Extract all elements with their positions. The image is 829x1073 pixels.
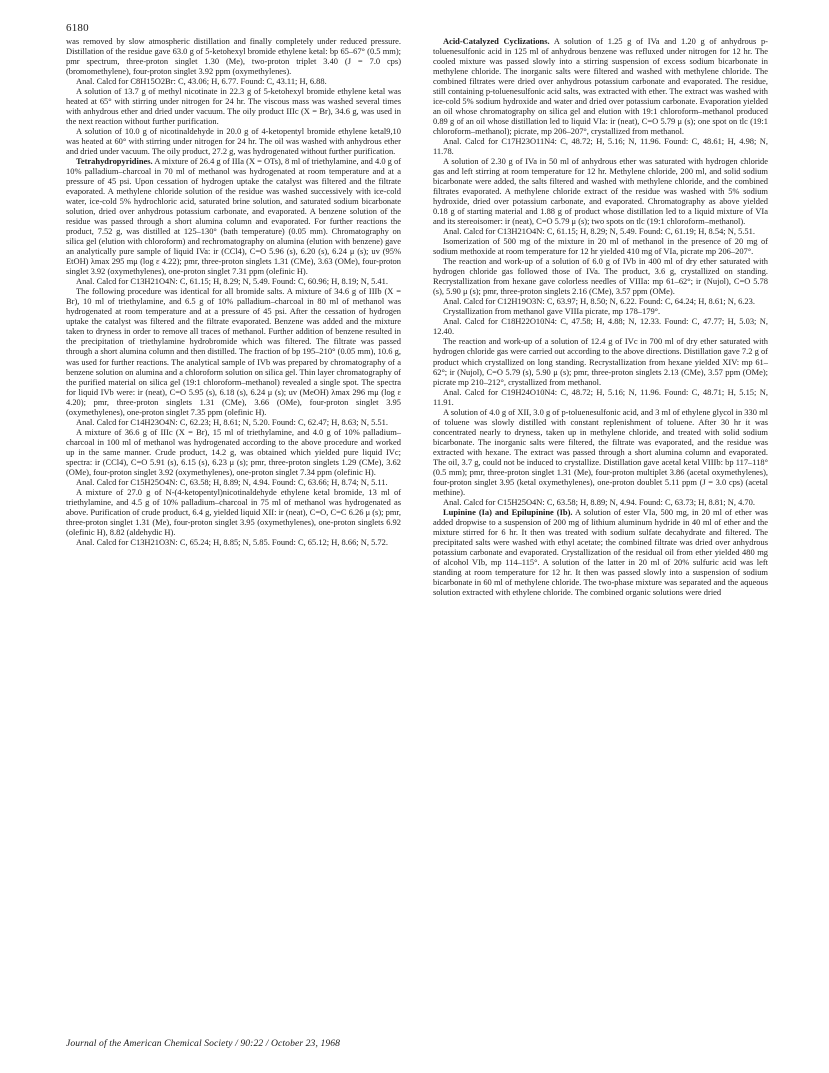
paragraph-text: Anal. Calcd for C12H19O3N: C, 63.97; H, 8.50; N, 6.22. Found: C, 64.24; H, 8.61; N, 6.23. — [443, 296, 755, 307]
paragraph — [433, 407, 768, 497]
paragraph — [433, 156, 768, 226]
paragraph-text: Anal. Calcd for C17H23O11N4: C, 48.72; H, 5.16; N, 11.96. Found: C, 48.61; H, 4.98; N, 11.78. — [433, 136, 768, 157]
paragraph-text: The reaction and work-up of a solution of 6.0 g of IVb in 400 ml of dry ether saturated with hydrogen chloride gas followed those of IVa. The product, 3.6 g, crystallized on standing. Recrystallization from hexane gave colorless needles of VIIIa: mp 61–62°; ir (Nujol), C=O 5.78 (s), 5.90 μ (s); pmr, three-proton singlets 2.16 (CMe), 3.57 ppm (OMe). — [433, 256, 768, 297]
paragraph-text: Anal. Calcd for C19H24O10N4: C, 48.72; H, 5.16; N, 11.96. Found: C, 48.71; H, 5.15; N, 11.91. — [433, 386, 768, 407]
journal-footer: Journal of the American Chemical Society / 90:22 / October 23, 1968 — [66, 1038, 341, 1049]
section-heading: Tetrahydropyridines. — [76, 156, 153, 167]
paragraph — [433, 306, 768, 316]
paragraph-text: Anal. Calcd for C13H21O3N: C, 65.24; H, 8.85; N, 5.85. Found: C, 65.12; H, 8.66; N, 5.72. — [76, 536, 388, 547]
paragraph-text: Anal. Calcd for C14H23O4N: C, 62.23; H, 8.61; N, 5.20. Found: C, 62.47; H, 8.63; N, 5.51. — [76, 416, 388, 427]
paragraph — [66, 86, 401, 126]
paragraph — [66, 276, 401, 286]
paragraph — [66, 76, 401, 86]
paragraph — [66, 156, 401, 276]
paragraph-text: Anal. Calcd for C8H15O2Br: C, 43.06; H, 6.77. Found: C, 43.11; H, 6.88. — [76, 76, 327, 87]
paragraph-text: Anal. Calcd for C13H21O4N: C, 61.15; H, 8.29; N, 5.49. Found: C, 60.96; H, 8.19; N, 5.41. — [76, 276, 388, 287]
paragraph-text: A mixture of 27.0 g of N-(4-ketopentyl)nicotinaldehyde ethylene ketal bromide, 13 ml of triethylamine, and 4.5 g of 10% palladium–charcoal in 75 ml of methanol was hydrogenated as above. Purification of crude product, 6.4 g, yielded liquid XII: ir (neat), C=O, C=C 6.26 μ (s); pmr, three-proton singlet 1.31 (Me), four-proton singlet 3.95 (oxymethylenes), one-proton singlets 6.92 (olefinic H), 8.82 (aldehydic H). — [66, 486, 401, 537]
paragraph — [66, 477, 401, 487]
paragraph-text: Crystallization from methanol gave VIIIa picrate, mp 178–179°. — [443, 306, 661, 317]
paragraph — [433, 336, 768, 386]
paragraph-text: A solution of 2.30 g of IVa in 50 ml of anhydrous ether was saturated with hydrogen chloride gas and left stirring at room temperature for 12 hr. Methylene chloride, 200 ml, and solid sodium bicarbonate were added, the salts filtered and washed with methylene chloride, and the combined filtrates evaporated. A methylene chloride extract of the residue was washed with 5% sodium hydroxide, dried over potassium carbonate, and evaporated. Chromatography as above yielded 0.18 g of starting material and 1.88 g of product whose distillation led to a liquid mixture of VIa and its stereoisomer: ir (neat), C=O 5.79 μ (s); two spots on tlc (19:1 chloroform–methanol). — [433, 156, 768, 227]
paragraph-text: The following procedure was identical for all bromide salts. A mixture of 34.6 g of IIIb (X = Br), 10 ml of triethylamine, and 6.5 g of 10% palladium–charcoal in 80 ml of methanol was hydrogenated at room temperature and at a pressure of 45 psi. After the cessation of hydrogen uptake the catalyst was filtered and the filtrate evaporated. Benzene was added and the mixture taken to dryness in order to remove all traces of methanol. Further addition of benzene resulted in the precipitation of triethylamine hydrobromide which was filtered. The filtrate was passed through a short alumina column and then distilled. The fraction of bp 195–210° (0.05 mm), 10.6 g, was used for further reactions. The analytical sample of IVb was prepared by chromatography of a benzene solution on alumina and a chloroform solution on silica gel. Thin layer chromatography of the purified material on silica gel (19:1 chloroform–methanol) revealed a single spot. The spectra for liquid IVb were: ir (neat), C=O 5.95 (s), 6.18 (s), 6.24 μ (s); uv (MeOH) λmax 296 mμ (log ε 4.20); pmr, three-proton singlets 1.31 (CMe), 3.66 (OMe), four-proton singlet 3.95 (oxymethylenes), one-proton singlet 7.35 ppm (olefinic H). — [66, 286, 401, 417]
paragraph — [66, 36, 401, 76]
page-number: 6180 — [66, 22, 89, 34]
paragraph-text: The reaction and work-up of a solution of 12.4 g of IVc in 700 ml of dry ether saturated with hydrogen chloride gas were carried out according to the above directions. Distillation gave 7.2 g of product which crystallized on long standing. Recrystallization from hexane yielded XIV: mp 61–62°; ir (Nujol), C=O 5.79 (s), 5.90 μ (s); pmr, three-proton singlets 2.13 (CMe), 3.57 ppm (OMe); picrate mp 210–212°, crystallized from methanol. — [433, 336, 768, 387]
paragraph-text: Anal. Calcd for C15H25O4N: C, 63.58; H, 8.89; N, 4.94. Found: C, 63.73; H, 8.81; N, 4.70. — [443, 496, 755, 507]
right-column — [433, 36, 768, 597]
paragraph — [433, 236, 768, 256]
paragraph-text: Anal. Calcd for C15H25O4N: C, 63.58; H, 8.89; N, 4.94. Found: C, 63.66; H, 8.74; N, 5.11. — [76, 476, 388, 487]
paragraph-text: A solution of 13.7 g of methyl nicotinate in 22.3 g of 5-ketohexyl bromide ethylene ketal was heated at 65° with stirring under nitrogen for 24 hr. The viscous mass was washed several times with anhydrous ether and dried under vacuum. The oily product IIIc (X = Br), 34.6 g, was used in the next reaction without further purification. — [66, 86, 401, 127]
paragraph — [433, 296, 768, 306]
paragraph-text: A mixture of 26.4 g of IIIa (X = OTs), 8 ml of triethylamine, and 4.0 g of 10% palladium–charcoal in 70 ml of methanol was hydrogenated at room temperature and at a pressure of 45 psi. Upon cessation of hydrogen uptake the catalyst was filtered and the filtrate evaporated. A methylene chloride solution of the residue was washed successively with ice-cold water, ice-cold 5% hydrochloric acid, saturated brine solution, and saturated sodium bicarbonate solution, dried over anhydrous potassium carbonate, and evaporated. A benzene solution of the residue was passed through a short alumina column and evaporated. For further reactions the product, 7.52 g, was distilled at 125–130° (bath temperature) (0.05 mm). Chromatography on silica gel (elution with chloroform) and rechromatography on alumina (elution with benzene) gave an analytically pure sample of liquid IVa: ir (CCl4), C=O 5.96 (s), 6.20 (s), 6.24 μ (s); uv (95% EtOH) λmax 295 mμ (log ε 4.22); pmr, three-proton singlets 1.31 (CMe), 3.63 (OMe), four-proton singlet 3.92 (oxymethylenes), one-proton singlet 7.31 ppm (olefinic H). — [66, 156, 402, 277]
paragraph — [66, 427, 401, 477]
paragraph — [433, 387, 768, 407]
paragraph — [433, 226, 768, 236]
left-column — [66, 36, 401, 547]
paragraph — [66, 126, 401, 156]
paragraph-text: Anal. Calcd for C13H21O4N: C, 61.15; H, 8.29; N, 5.49. Found: C, 61.19; H, 8.54; N, 5.51. — [443, 226, 755, 237]
paragraph — [433, 256, 768, 296]
paragraph-text: Isomerization of 500 mg of the mixture in 20 ml of methanol in the presence of 20 mg of sodium methoxide at room temperature for 12 hr yielded 410 mg of VIa, picrate mp 206–207°. — [433, 236, 768, 257]
paragraph — [66, 286, 401, 416]
paragraph — [433, 136, 768, 156]
paragraph-text: A solution of 4.0 g of XII, 3.0 g of p-toluenesulfonic acid, and 3 ml of ethylene glycol in 330 ml of toluene was slowly distilled with constant replenishment of toluene. After 30 hr it was concentrated nearly to dryness, taken up in methylene chloride, and treated with solid sodium bicarbonate. The inorganic salts were filtered, the filtrate was evaporated, and the residue was extracted with hexane. The extract was passed through a short alumina column and evaporated. The oil, 3.7 g, could not be induced to crystallize. Distillation gave acetal ketal VIIIb: bp 117–118° (0.5 mm); pmr, three-proton singlet 1.31 (Me), four-proton multiplet 3.86 (acetal oxymethylenes), four-proton singlet 3.95 (ketal oxymethylenes), one-proton doublet 5.11 ppm (J = 3.0 cps) (acetal methine). — [433, 406, 768, 497]
paragraph-text: A solution of 1.25 g of IVa and 1.20 g of anhydrous p-toluenesulfonic acid in 125 ml of anhydrous benzene was refluxed under nitrogen for 12 hr. The cooled mixture was passed slowly into a stirring suspension of excess sodium bicarbonate in methylene chloride. The inorganic salts were filtered and washed with methylene chloride. The combined filtrates were dried over anhydrous potassium carbonate and evaporated. The residue, still containing p-toluenesulfonic acid salts, was extracted with ether. The extract was washed with ice-cold 5% sodium hydroxide and water and dried over potassium carbonate. Evaporation yielded an oil whose chromatography on silica gel and elution with 19:1 chloroform–methanol produced 0.89 g of an oil whose distillation led to liquid VIa: ir (neat), C=O 5.79 μ (s); one spot on tlc (19:1 chloroform–methanol); picrate, mp 206–207°, crystallized from methanol. — [433, 36, 768, 137]
section-heading: Lupinine (Ia) and Epilupinine (Ib). — [443, 506, 573, 517]
paragraph-text: was removed by slow atmospheric distillation and finally completely under reduced pressure. Distillation of the residue gave 63.0 g of 5-ketohexyl bromide ethylene ketal: bp 65–67° (0.5 mm); pmr spectrum, three-proton singlet 1.30 (Me), two-proton triplet 3.40 (J = 7.0 cps) (bromomethylene), four-proton singlet 3.92 ppm (oxymethylenes). — [66, 36, 401, 77]
section-heading: Acid-Catalyzed Cyclizations. — [443, 36, 550, 46]
paragraph — [66, 417, 401, 427]
paragraph — [433, 497, 768, 507]
paragraph — [433, 36, 768, 136]
paragraph-text: A solution of ester VIa, 500 mg, in 20 ml of ether was added dropwise to a suspension of 200 mg of lithium aluminum hydride in 40 ml of ether and the mixture stirred for 6 hr. It then was treated with sodium sulfate decahydrate and filtered. The precipitated salts were washed with ethyl acetate; the combined filtrate was dried over anhydrous potassium carbonate and evaporated. Crystallization of the residual oil from ether yielded 480 mg of alcohol VIb, mp 114–115°. A solution of the latter in 20 ml of 20% sulfuric acid was left standing at room temperature for 12 hr. It then was passed slowly into a suspension of sodium bicarbonate in 60 ml of methylene chloride. The two-phase mixture was separated and the aqueous solution extracted with ethylene chloride. The combined organic solutions were dried — [433, 506, 768, 597]
paragraph — [66, 487, 401, 537]
paragraph — [433, 316, 768, 336]
paragraph-text: A solution of 10.0 g of nicotinaldehyde in 20.0 g of 4-ketopentyl bromide ethylene ketal9,10 was heated at 60° with stirring under nitrogen for 24 hr. The oil was washed with anhydrous ether and dried under vacuum. The oily product, 27.2 g, was hydrogenated without further purification. — [66, 126, 401, 157]
paragraph — [433, 507, 768, 597]
paragraph-text: Anal. Calcd for C18H22O10N4: C, 47.58; H, 4.88; N, 12.33. Found: C, 47.77; H, 5.03; N, 12.40. — [433, 316, 768, 337]
paragraph-text: A mixture of 36.6 g of IIIc (X = Br), 15 ml of triethylamine, and 4.0 g of 10% palladium–charcoal in 100 ml of methanol was hydrogenated according to the above procedure and worked up in the same manner. Crude product, 14.2 g, was obtained which yielded pure liquid IVc; spectra: ir (CCl4), C=O 5.91 (s), 6.15 (s), 6.23 μ (s); pmr, three-proton singlets 1.29 (CMe), 3.62 (OMe), four-proton singlet 3.92 (oxymethylenes), one-proton singlet 7.34 ppm (olefinic H). — [66, 426, 401, 477]
paragraph — [66, 537, 401, 547]
